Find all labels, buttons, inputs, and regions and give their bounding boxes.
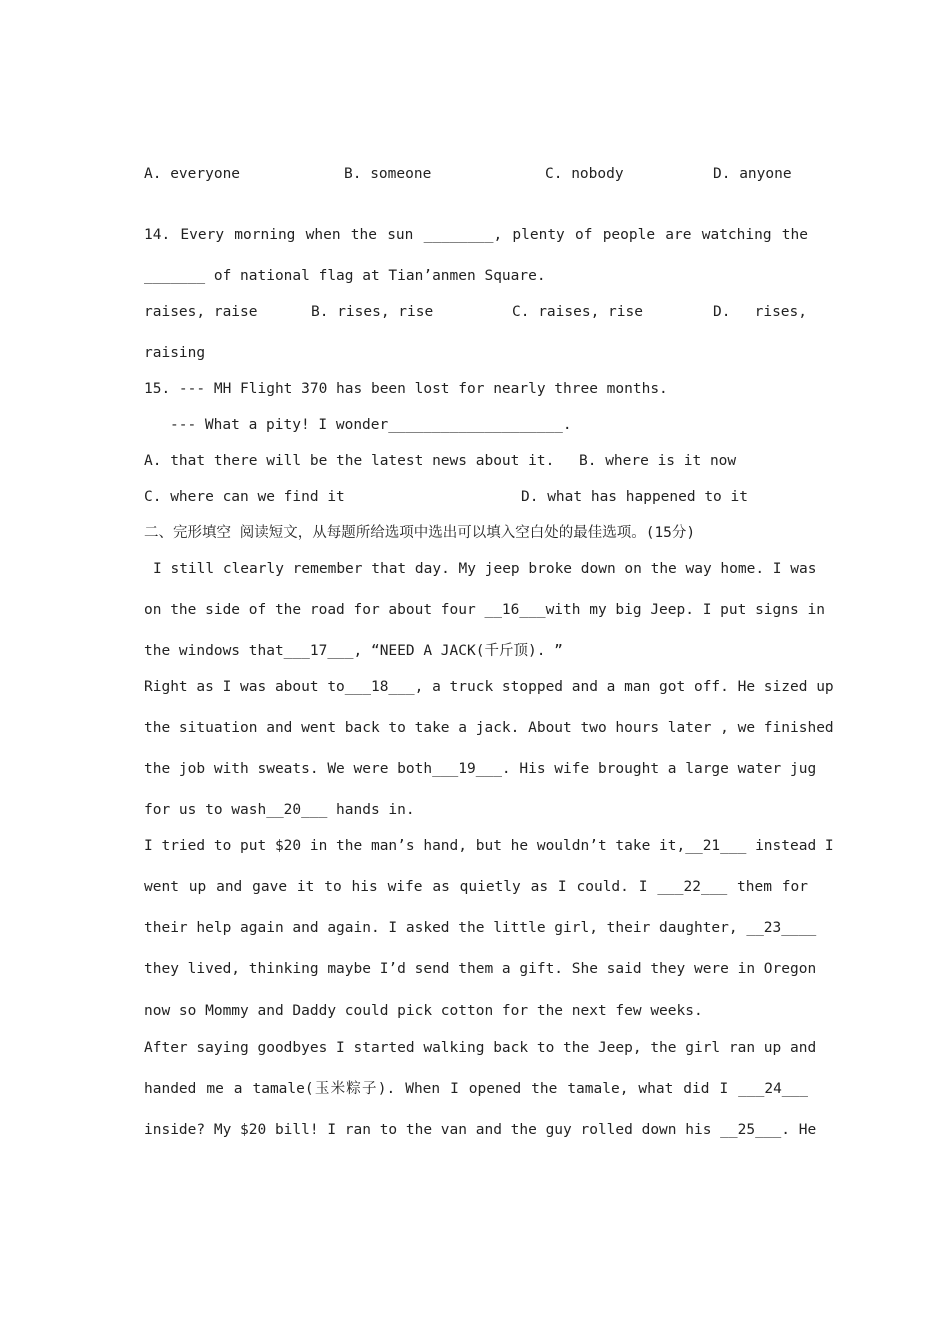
q14-option-c: C. raises, rise	[512, 304, 643, 320]
q13-option-d: D. anyone	[713, 166, 792, 182]
passage-line: now so Mommy and Daddy could pick cotton for the next few weeks.	[144, 1003, 703, 1019]
q13-option-a: A. everyone	[144, 166, 241, 182]
section-heading: 二、完形填空 阅读短文，从每题所给选项中选出可以填入空白处的最佳选项。(15分)	[144, 525, 696, 541]
passage-line: After saying goodbyes I started walking back to the Jeep, the girl ran up and	[144, 1040, 817, 1056]
q15-option-a: A. that there will be the latest news about it.	[144, 453, 555, 469]
passage-line: the windows that___17___, “NEED A JACK(千斤顶). ”	[144, 643, 563, 659]
q14-option-b: B. rises, rise	[311, 304, 434, 320]
passage-line: for us to wash__20___ hands in.	[144, 802, 415, 818]
q14-option-d-continued: raising	[144, 345, 206, 361]
q14-option-d: D. rises,	[713, 304, 807, 320]
q13-option-c: C. nobody	[545, 166, 624, 182]
q15-stem-line2: --- What a pity! I wonder____________________.	[170, 417, 572, 433]
q15-stem-line1: 15. --- MH Flight 370 has been lost for nearly three months.	[144, 381, 668, 397]
passage-line: I still clearly remember that day. My jeep broke down on the way home. I was	[153, 561, 817, 577]
q14-stem-line2: _______ of national flag at Tian’anmen Square.	[144, 268, 546, 284]
passage-line: inside? My $20 bill! I ran to the van and the guy rolled down his __25___. He	[144, 1122, 817, 1138]
q15-option-d: D. what has happened to it	[521, 489, 748, 505]
passage-line: on the side of the road for about four __16___with my big Jeep. I put signs in	[144, 602, 825, 618]
passage-line: their help again and again. I asked the little girl, their daughter, __23____	[144, 920, 817, 936]
passage-line: went up and gave it to his wife as quietly as I could. I ___22___ them for	[144, 879, 808, 895]
q14-stem-line1: 14. Every morning when the sun ________, plenty of people are watching the	[144, 227, 808, 243]
passage-line: the job with sweats. We were both___19___. His wife brought a large water jug	[144, 761, 817, 777]
q13-option-b: B. someone	[344, 166, 432, 182]
passage-line: the situation and went back to take a jack. About two hours later , we finished	[144, 720, 834, 736]
passage-line: Right as I was about to___18___, a truck stopped and a man got off. He sized up	[144, 679, 834, 695]
passage-line: they lived, thinking maybe I’d send them a gift. She said they were in Oregon	[144, 961, 817, 977]
q15-option-c: C. where can we find it	[144, 489, 345, 505]
q14-option-a: raises, raise	[144, 304, 258, 320]
passage-line: handed me a tamale(玉米粽子). When I opened the tamale, what did I ___24___	[144, 1081, 808, 1097]
q15-option-b: B. where is it now	[579, 453, 737, 469]
passage-line: I tried to put $20 in the man’s hand, but he wouldn’t take it,__21___ instead I	[144, 838, 834, 854]
